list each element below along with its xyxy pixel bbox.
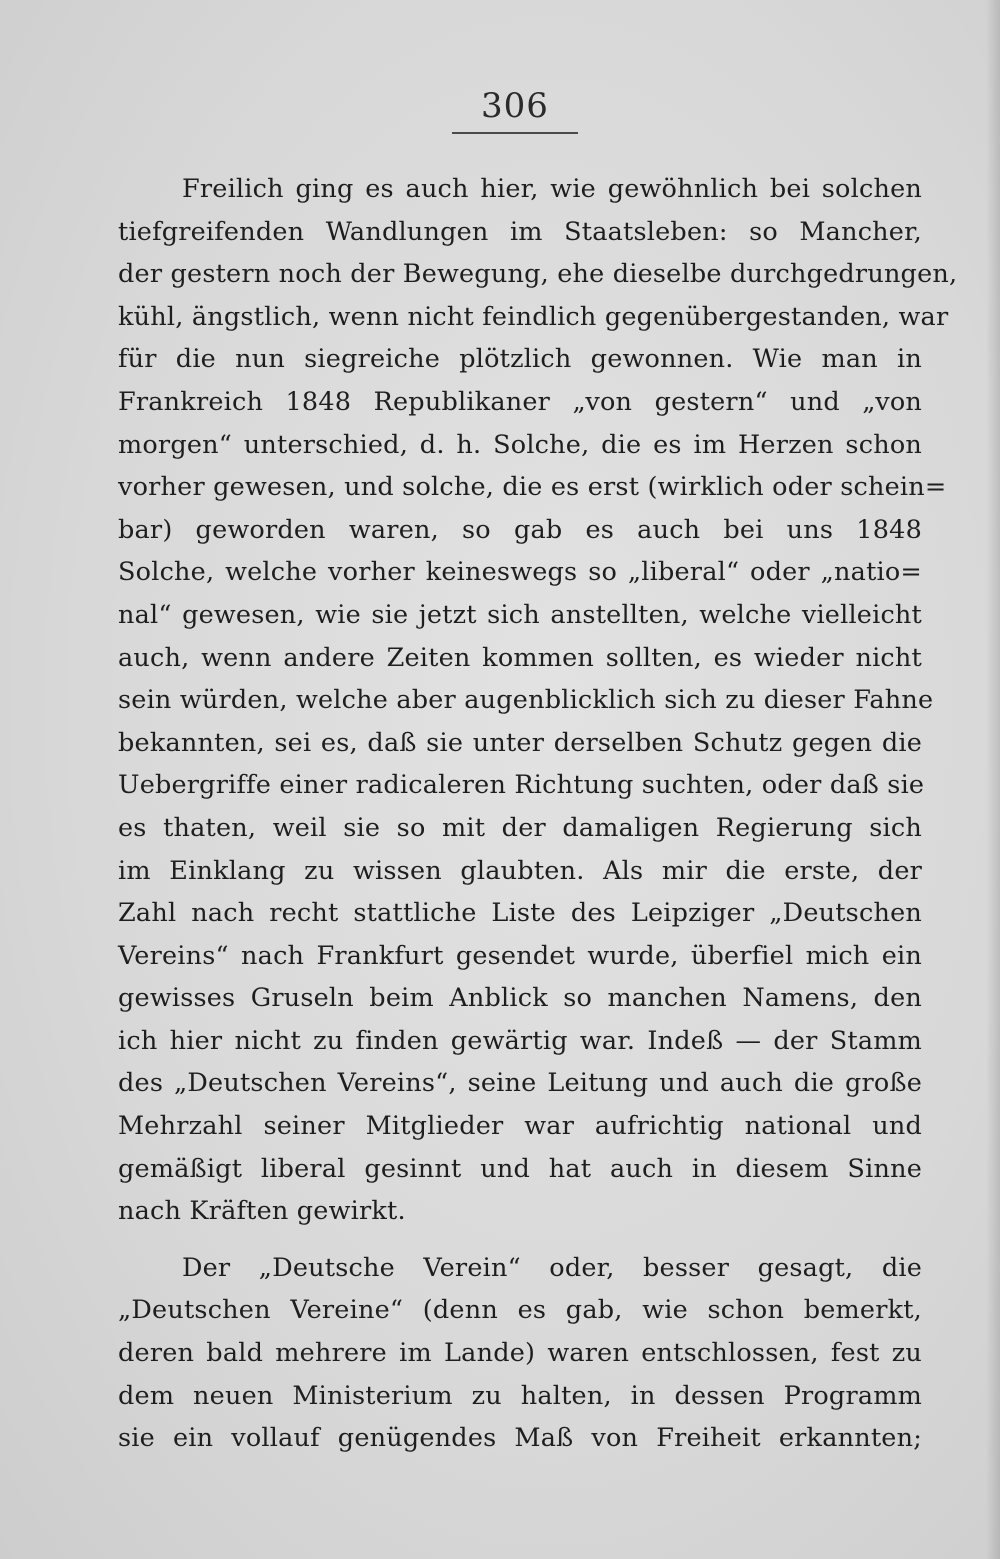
- text-line: gewisses Gruseln beim Anblick so manchen Namens, den: [118, 983, 922, 1014]
- text-line: deren bald mehrere im Lande) waren entschlossen, fest zu: [118, 1338, 922, 1369]
- text-line: es thaten, weil sie so mit der damaligen Regierung sich: [118, 812, 922, 843]
- text-line: vorher gewesen, und solche, die es erst (wirklich oder schein=: [118, 472, 947, 503]
- text-line: Frankreich 1848 Republikaner „von gestern“ und „von: [118, 386, 922, 417]
- text-line: auch, wenn andere Zeiten kommen sollten, es wieder nicht: [118, 642, 922, 673]
- text-line: Freilich ging es auch hier, wie gewöhnlich bei solchen: [182, 174, 922, 204]
- text-line: tiefgreifenden Wandlungen im Staatsleben: so Mancher,: [118, 216, 922, 247]
- text-line: bar) geworden waren, so gab es auch bei uns 1848: [118, 514, 922, 545]
- body-text: [118, 168, 958, 1460]
- text-line: Der „Deutsche Verein“ oder, besser gesagt, die: [182, 1252, 922, 1283]
- paragraph-gap: [118, 1233, 922, 1247]
- text-line: Uebergriffe einer radicaleren Richtung suchten, oder daß sie: [118, 770, 925, 801]
- page-number: 306: [481, 86, 549, 126]
- text-line: des „Deutschen Vereins“, seine Leitung und auch die große: [118, 1068, 922, 1099]
- text-line: Vereins“ nach Frankfurt gesendet wurde, überfiel mich ein: [118, 940, 922, 971]
- text-line: gemäßigt liberal gesinnt und hat auch in diesem Sinne: [118, 1153, 922, 1184]
- text-line: nal“ gewesen, wie sie jetzt sich anstellten, welche vielleicht: [118, 599, 922, 630]
- paragraph-2: [118, 1247, 922, 1460]
- text-line: sein würden, welche aber augenblicklich sich zu dieser Fahne: [118, 685, 934, 716]
- text-line: dem neuen Ministerium zu halten, in dessen Programm: [118, 1380, 922, 1411]
- text-line: Mehrzahl seiner Mitglieder war aufrichtig national und: [118, 1111, 922, 1142]
- text-line: sie ein vollauf genügendes Maß von Freiheit erkannten;: [118, 1423, 922, 1454]
- text-line: für die nun siegreiche plötzlich gewonnen. Wie man in: [118, 344, 922, 375]
- header-rule: [452, 132, 578, 134]
- text-line: „Deutschen Vereine“ (denn es gab, wie schon bemerkt,: [118, 1295, 922, 1326]
- text-line: nach Kräften gewirkt.: [118, 1196, 406, 1227]
- text-line: kühl, ängstlich, wenn nicht feindlich gegenübergestanden, war: [118, 301, 949, 332]
- text-line: bekannten, sei es, daß sie unter derselben Schutz gegen die: [118, 727, 922, 758]
- text-line: ich hier nicht zu finden gewärtig war. Indeß — der Stamm: [118, 1025, 922, 1056]
- paragraph-1: [118, 168, 958, 1233]
- text-line: Zahl nach recht stattliche Liste des Leipziger „Deutschen: [118, 898, 922, 929]
- page-edge-shadow: [986, 0, 1000, 1559]
- text-line: im Einklang zu wissen glaubten. Als mir die erste, der: [118, 855, 922, 886]
- text-line: der gestern noch der Bewegung, ehe dieselbe durchgedrungen,: [118, 259, 958, 290]
- text-line: Solche, welche vorher keineswegs so „liberal“ oder „natio=: [118, 557, 922, 588]
- text-line: morgen“ unterschied, d. h. Solche, die es im Herzen schon: [118, 429, 922, 460]
